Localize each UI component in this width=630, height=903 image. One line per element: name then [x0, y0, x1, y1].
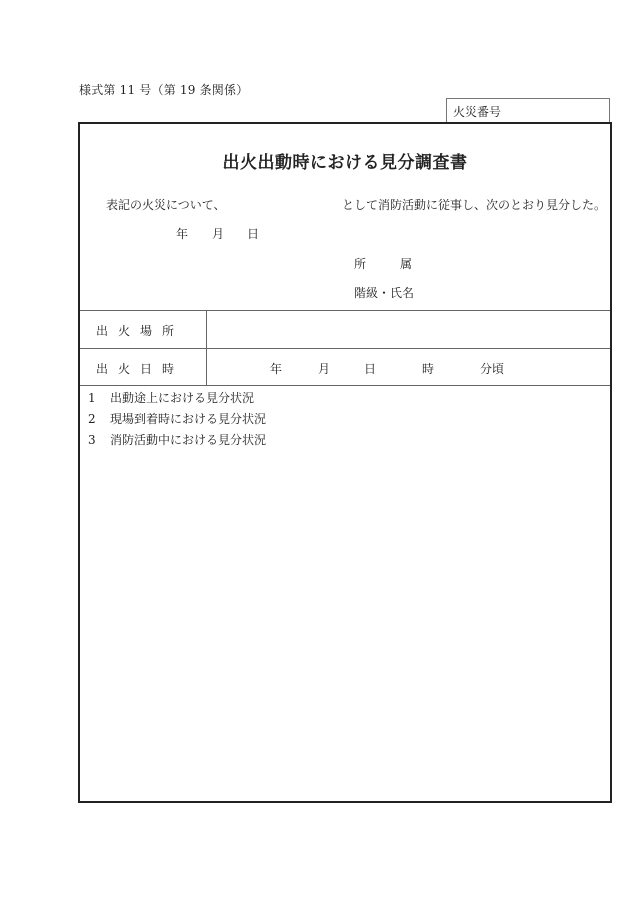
- fire-datetime-label: 出火日時: [96, 362, 185, 376]
- fire-minute-label: 分頃: [480, 362, 505, 376]
- divider: [80, 348, 610, 349]
- divider: [80, 310, 610, 311]
- document-title: 出火出動時における見分調査書: [222, 153, 468, 173]
- section-item: 1 出動途上における見分状況: [88, 391, 255, 405]
- report-year-label: 年: [176, 227, 189, 241]
- fire-number-box[interactable]: [446, 98, 610, 122]
- statement-part1: 表記の火災について、: [106, 198, 226, 212]
- divider: [80, 385, 610, 386]
- fire-number-label: 火災番号: [453, 105, 502, 119]
- fire-month-label: 月: [318, 362, 331, 376]
- section-item: 2 現場到着時における見分状況: [88, 412, 267, 426]
- form-code: 様式第 11 号（第 19 条関係）: [79, 83, 249, 97]
- affiliation-label-1: 所: [354, 257, 367, 271]
- fire-location-label: 出火場所: [96, 324, 185, 338]
- fire-day-label: 日: [364, 362, 377, 376]
- report-month-label: 月: [212, 227, 225, 241]
- fire-year-label: 年: [270, 362, 283, 376]
- section-item: 3 消防活動中における見分状況: [88, 433, 267, 447]
- rank-name-label: 階級・氏名: [354, 286, 415, 300]
- column-divider: [206, 310, 207, 385]
- fire-hour-label: 時: [422, 362, 435, 376]
- report-frame: [78, 122, 612, 803]
- section-list: [88, 388, 266, 451]
- report-day-label: 日: [247, 227, 260, 241]
- affiliation-label-2: 属: [400, 257, 413, 271]
- statement-part2: として消防活動に従事し、次のとおり見分した。: [342, 198, 607, 212]
